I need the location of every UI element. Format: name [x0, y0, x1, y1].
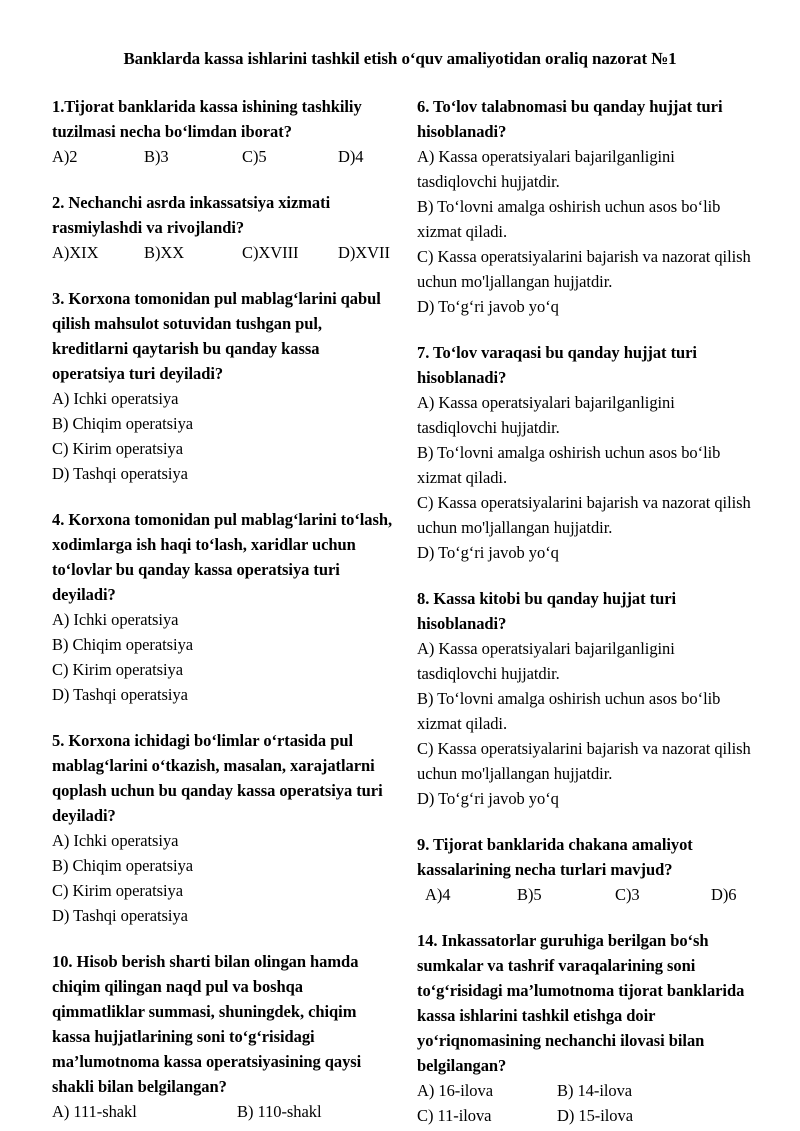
question-block [52, 949, 393, 1124]
question-stem: 3. Korxona tomonidan pul mablag‘larini qabul qilish mahsulot sotuvidan tushgan pul, kreditlarni qaytarish bu qanday kassa operatsiya turi deyiladi? [52, 289, 381, 383]
answer-option-row [52, 240, 393, 265]
answer-option[interactable]: C)3 [615, 885, 640, 904]
answer-option-row [417, 1078, 758, 1103]
question-stem: 1.Tijorat banklarida kassa ishining tashkiliy tuzilmasi necha bo‘limdan iborat? [52, 97, 362, 141]
left-column [52, 94, 393, 1124]
two-column-body [52, 94, 758, 1128]
answer-option[interactable]: A) 16-ilova [417, 1081, 493, 1100]
question-stem: 2. Nechanchi asrda inkassatsiya xizmati rasmiylashdi va rivojlandi? [52, 193, 331, 237]
answer-option-row [52, 1099, 393, 1124]
answer-option[interactable]: D) To‘g‘ri javob yo‘q [417, 789, 559, 808]
question-block [417, 832, 758, 907]
question-stem: 4. Korxona tomonidan pul mablag‘larini to‘lash, xodimlarga ish haqi to‘lash, xaridlar uchun to‘lovlar bu qanday kassa operatsiya turi deyiladi? [52, 510, 393, 604]
question-stem: 8. Kassa kitobi bu qanday hujjat turi hisoblanadi? [417, 589, 677, 633]
answer-option[interactable]: C)5 [242, 147, 267, 166]
answer-option[interactable]: D) Tashqi operatsiya [52, 464, 188, 483]
answer-option[interactable]: C) Kirim operatsiya [52, 881, 184, 900]
question-stem: 7. To‘lov varaqasi bu qanday hujjat turi hisoblanadi? [417, 343, 697, 387]
answer-option[interactable]: B) 110-shakl [237, 1102, 322, 1121]
answer-option[interactable]: B) Chiqim operatsiya [52, 856, 194, 875]
answer-option[interactable]: B) To‘lovni amalga oshirish uchun asos bo‘lib xizmat qiladi. [417, 689, 721, 733]
question-block [417, 94, 758, 319]
answer-option[interactable]: A)2 [52, 147, 78, 166]
answer-option[interactable]: B) To‘lovni amalga oshirish uchun asos bo‘lib xizmat qiladi. [417, 443, 721, 487]
question-block [52, 507, 393, 707]
right-column [417, 94, 758, 1128]
answer-option[interactable]: D) 15-ilova [557, 1106, 633, 1125]
answer-option[interactable]: C) Kassa operatsiyalarini bajarish va nazorat qilish uchun mo'ljallangan hujjatdir. [417, 493, 751, 537]
answer-option-row [52, 144, 393, 169]
answer-option[interactable]: C) Kassa operatsiyalarini bajarish va nazorat qilish uchun mo'ljallangan hujjatdir. [417, 739, 751, 783]
question-block [417, 928, 758, 1128]
answer-option[interactable]: A) 111-shakl [52, 1102, 137, 1121]
answer-option[interactable]: C) Kirim operatsiya [52, 660, 184, 679]
answer-option-row [417, 1103, 758, 1128]
question-stem: 10. Hisob berish sharti bilan olingan hamda chiqim qilingan naqd pul va boshqa qimmatliklar summasi, shuningdek, chiqim kassa hujjatlarining soni to‘g‘risidagi ma’lumotnoma kassa operatsiyasining qaysi shakli bilan belgilangan? [52, 952, 362, 1096]
answer-option[interactable]: B) To‘lovni amalga oshirish uchun asos bo‘lib xizmat qiladi. [417, 197, 721, 241]
question-block [417, 586, 758, 811]
answer-option[interactable]: A) Kassa operatsiyalari bajarilganligini tasdiqlovchi hujjatdir. [417, 639, 675, 683]
answer-option[interactable]: D) To‘g‘ri javob yo‘q [417, 297, 559, 316]
answer-option[interactable]: B)3 [144, 147, 169, 166]
answer-option[interactable]: D) Tashqi operatsiya [52, 685, 188, 704]
answer-option[interactable]: A)XIX [52, 243, 99, 262]
page-title: Banklarda kassa ishlarini tashkil etish o‘quv amaliyotidan oraliq nazorat №1 [123, 49, 677, 68]
answer-option[interactable]: C) Kassa operatsiyalarini bajarish va nazorat qilish uchun mo'ljallangan hujjatdir. [417, 247, 751, 291]
answer-option[interactable]: A) Kassa operatsiyalari bajarilganligini tasdiqlovchi hujjatdir. [417, 393, 675, 437]
answer-option[interactable]: D)XVII [338, 243, 390, 262]
answer-option[interactable]: B) Chiqim operatsiya [52, 414, 194, 433]
question-stem: 5. Korxona ichidagi bo‘limlar o‘rtasida pul mablag‘larini o‘tkazish, masalan, xarajatlarni qoplash uchun bu qanday kassa operatsiya turi deyiladi? [52, 731, 383, 825]
answer-option[interactable]: D)6 [711, 885, 737, 904]
question-stem: 6. To‘lov talabnomasi bu qanday hujjat turi hisoblanadi? [417, 97, 723, 141]
answer-option[interactable]: B)5 [517, 885, 542, 904]
answer-option-row [417, 882, 758, 907]
answer-option[interactable]: A) Ichki operatsiya [52, 831, 179, 850]
question-stem: 14. Inkassatorlar guruhiga berilgan bo‘sh sumkalar va tashrif varaqalarining soni to‘g‘risidagi ma’lumotnoma tijorat banklarida kassa ishlarini tashkil etishga doir yo‘riqnomasining nechanchi ilovasi bilan belgilangan? [417, 931, 745, 1075]
answer-option[interactable]: B) 14-ilova [557, 1081, 633, 1100]
answer-option[interactable]: D) To‘g‘ri javob yo‘q [417, 543, 559, 562]
answer-option[interactable]: D)4 [338, 147, 364, 166]
answer-option[interactable]: A) Ichki operatsiya [52, 610, 179, 629]
answer-option[interactable]: A) Kassa operatsiyalari bajarilganligini tasdiqlovchi hujjatdir. [417, 147, 675, 191]
answer-option[interactable]: A) Ichki operatsiya [52, 389, 179, 408]
answer-option[interactable]: B)XX [144, 243, 185, 262]
answer-option[interactable]: C) Kirim operatsiya [52, 439, 184, 458]
question-block [52, 94, 393, 169]
answer-option[interactable]: C)XVIII [242, 243, 299, 262]
answer-option[interactable]: C) 11-ilova [417, 1106, 492, 1125]
question-block [52, 286, 393, 486]
question-stem: 9. Tijorat banklarida chakana amaliyot kassalarining necha turlari mavjud? [417, 835, 693, 879]
question-block [52, 728, 393, 928]
answer-option[interactable]: D) Tashqi operatsiya [52, 906, 188, 925]
answer-option[interactable]: A)4 [425, 885, 451, 904]
question-block [417, 340, 758, 565]
question-block [52, 190, 393, 265]
answer-option[interactable]: B) Chiqim operatsiya [52, 635, 194, 654]
